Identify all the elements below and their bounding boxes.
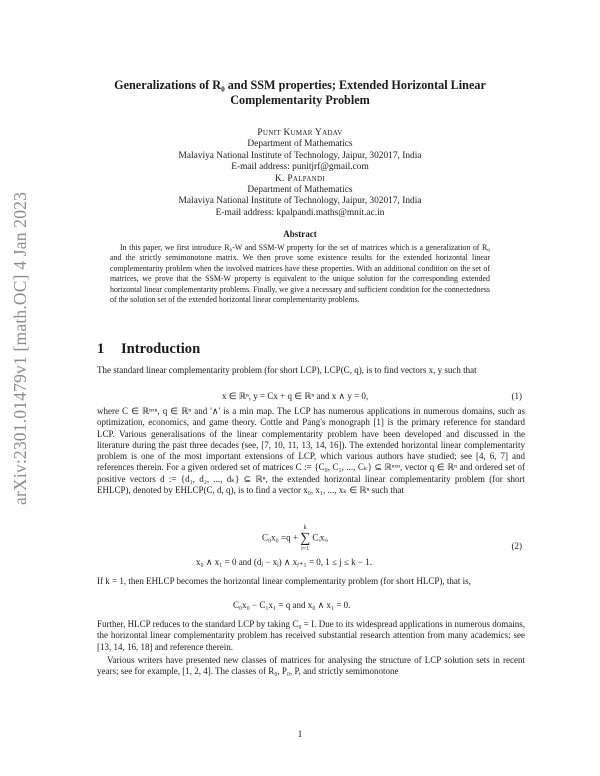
paragraph-2: where C ∈ ℝⁿˣⁿ, q ∈ ℝⁿ and '∧' is a min map. The LCP has numerous applications in numerous domains, such as optimization, economics, and game theory. Cottle and Pang's monograph [1] is the primary reference for standard LCP. Various generalisations of the linear complementarity problem have been developed and discussed in the literature during the past three decades (see, [7, 10, 11, 13, 14, 16]). The extended horizontal linear complementarity problem is one of the most important extensions of LCP, which various authors have studied; see [4, 6, 7] and references therein. For a given ordered set of matrices C := {C₀, C₁, ..., Cₖ} ⊆ ℝⁿˣⁿ, vector q ∈ ℝⁿ and ordered set of positive vectors d := {d₁, d₂, ..., dₖ} ⊆ ℝⁿ, the extended horizontal linear complementarity problem (for short EHLCP), denoted by EHLCP(C, d, q), is to find a vector x₀, x₁, ..., xₖ ∈ ℝⁿ such that <box>97 406 525 496</box>
section-title: Introduction <box>121 341 201 357</box>
sum-lower-limit: i=1 <box>301 546 310 552</box>
author-email-1: E-mail address: punitjrf@gmail.com <box>231 162 369 173</box>
author-block <box>100 128 500 219</box>
author-name-2: K. Palpandi <box>274 173 326 184</box>
author-inst-2: Malaviya National Institute of Technology, Jaipur, 302017, India <box>178 196 422 207</box>
equation-1: x ∈ ℝⁿ, y = Cx + q ∈ ℝⁿ and x ∧ y = 0, <box>222 391 369 401</box>
abstract-text: In this paper, we first introduce R₀-W and SSM-W property for the set of matrices which is a generalization of R₀ and the strictly semimonotone matrix. We then prove some existence results for the extended horizontal linear complementarity problem when the involved matrices have these properties. With an additional condition on the set of matrices, we prove that the SSM-W property is equivalent to the unique solution for the corresponding extended horizontal linear complementarity problems. Finally, we give a necessary and sufficient condition for the connectedness of the solution set of the extended horizontal linear complementarity problems. <box>110 243 490 305</box>
equation-2-line-2: x₀ ∧ x₁ = 0 and (dⱼ − xⱼ) ∧ xⱼ₊₁ = 0, 1 ≤ j ≤ k − 1. <box>196 557 372 567</box>
paragraph-1: The standard linear complementarity problem (for short LCP), LCP(C, q), is to find vectors x, y such that <box>97 365 477 375</box>
summation-symbol: k ∑ i=1 <box>300 525 311 552</box>
arxiv-identifier: arXiv:2301.01479v1 [math.OC] 4 Jan 2023 <box>10 191 30 505</box>
equation-2-lhs: C₀x₀ =q + <box>262 532 298 543</box>
paragraph-3: If k = 1, then EHLCP becomes the horizontal linear complementarity problem (for short HLCP), that is, <box>97 576 471 586</box>
equation-2-rhs: Cᵢxᵢ, <box>312 532 329 543</box>
section-heading <box>97 341 200 358</box>
title-line-1: Generalizations of R₀ and SSM properties; Extended Horizontal Linear <box>114 78 486 92</box>
author-email-2: E-mail address: kpalpandi.maths@mnit.ac.in <box>215 207 385 218</box>
paragraph-5: Various writers have presented new classes of matrices for analysing the structure of LCP solution sets in recent years; see for example, [1, 2, 4]. The classes of R₀, P₀, P, and strictly semimonotone <box>97 655 525 677</box>
page-number: 1 <box>297 729 303 739</box>
equation-2-number: (2) <box>511 541 522 551</box>
author-name-1: Punit Kumar Yadav <box>257 128 343 138</box>
equation-3: C₀x₀ − C₁x₁ = q and x₀ ∧ x₁ = 0. <box>233 600 351 610</box>
section-number: 1 <box>97 341 105 357</box>
equation-1-number: (1) <box>511 391 522 401</box>
author-dept-1: Department of Mathematics <box>247 139 353 150</box>
title-line-2: Complementarity Problem <box>230 93 370 107</box>
abstract-heading: Abstract <box>283 229 317 239</box>
author-inst-1: Malaviya National Institute of Technology, Jaipur, 302017, India <box>178 150 422 161</box>
paragraph-4: Further, HLCP reduces to the standard LCP by taking C₀ = I. Due to its widespread applications in numerous domains, the horizontal linear complementarity problem has received substantial research attention from many academics; see [13, 14, 16, 18] and reference therein. <box>97 619 525 652</box>
equation-2-line-1 <box>262 524 328 553</box>
sum-upper-limit: k <box>303 525 307 531</box>
paper-title <box>80 78 520 108</box>
author-dept-2: Department of Mathematics <box>247 185 353 196</box>
